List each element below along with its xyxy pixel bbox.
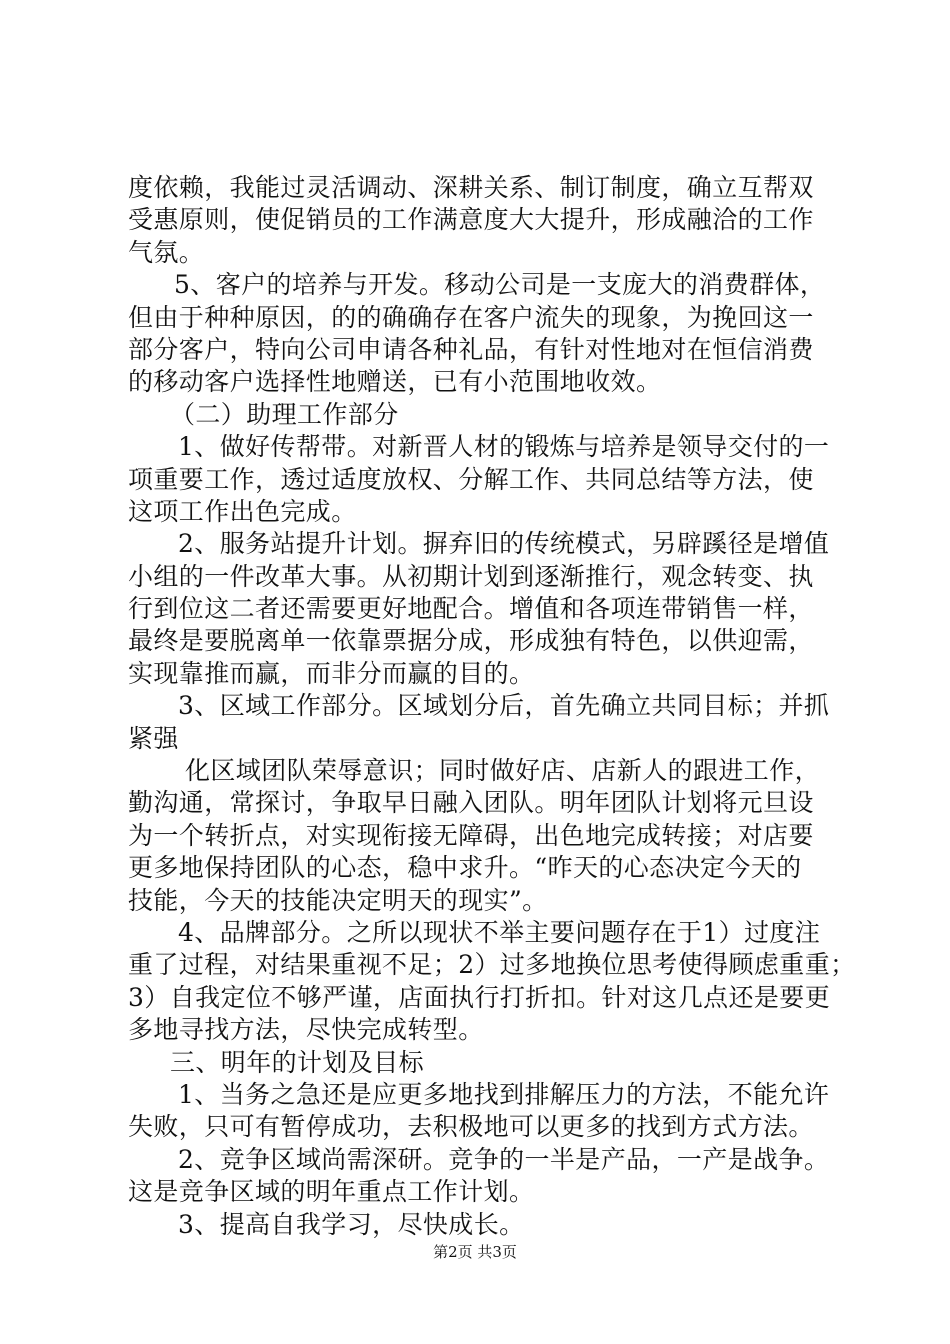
text-line: 4、品牌部分。之所以现状不举主要问题存在于1）过度注	[178, 917, 821, 947]
text-line: 最终是要脱离单一依靠票据分成，形成独有特色，以供迎需，	[128, 626, 814, 656]
text-line: 为一个转折点，对实现衔接无障碍，出色地完成转接；对店要	[128, 820, 814, 850]
text-line: 技能，今天的技能决定明天的现实”。	[128, 885, 548, 915]
text-line: 化区域团队荣辱意识；同时做好店、店新人的跟进工作，	[185, 756, 821, 786]
text-line: 3）自我定位不够严谨，店面执行打折扣。针对这几点还是要更	[128, 982, 831, 1012]
text-line: 1、做好传帮带。对新晋人材的锻炼与培养是领导交付的一	[178, 432, 830, 462]
text-line: 这项工作出色完成。	[128, 496, 357, 526]
text-line: 项重要工作，透过适度放权、分解工作、共同总结等方法，使	[128, 464, 814, 494]
text-line: 行到位这二者还需要更好地配合。增值和各项连带销售一样，	[128, 594, 814, 624]
text-line: 1、当务之急还是应更多地找到排解压力的方法，不能允许	[178, 1079, 830, 1109]
text-line: 2、竞争区域尚需深研。竞争的一半是产品，一产是战争。	[178, 1144, 830, 1174]
text-line: 更多地保持团队的心态，稳中求升。“昨天的心态决定今天的	[128, 853, 802, 883]
page-footer: 第2页 共3页	[433, 1243, 517, 1261]
text-line: 紧强	[128, 723, 179, 753]
text-line: （二）助理工作部分	[170, 399, 399, 429]
text-line: 重了过程，对结果重视不足；2）过多地换位思考使得顾虑重重；	[128, 950, 856, 980]
text-line: 的移动客户选择性地赠送，已有小范围地收效。	[128, 367, 662, 397]
text-line: 但由于种种原因，的的确确存在客户流失的现象，为挽回这一	[128, 302, 814, 332]
text-line: 受惠原则，使促销员的工作满意度大大提升，形成融洽的工作	[128, 205, 814, 235]
text-line: 小组的一件改革大事。从初期计划到逐渐推行，观念转变、执	[128, 561, 814, 591]
document-body	[128, 172, 856, 1241]
text-line: 部分客户，特向公司申请各种礼品，有针对性地对在恒信消费	[128, 334, 814, 364]
text-line: 3、提高自我学习，尽快成长。	[178, 1209, 525, 1239]
text-line: 5、客户的培养与开发。移动公司是一支庞大的消费群体，	[174, 270, 826, 300]
text-line: 这是竞争区域的明年重点工作计划。	[128, 1177, 535, 1207]
text-line: 气氛。	[128, 237, 205, 267]
text-line: 失败，只可有暂停成功，去积极地可以更多的找到方式方法。	[128, 1112, 814, 1142]
text-line: 2、服务站提升计划。摒弃旧的传统模式，另辟蹊径是增值	[178, 529, 830, 559]
text-line: 实现靠推而赢，而非分而赢的目的。	[128, 658, 535, 688]
text-line: 勤沟通，常探讨，争取早日融入团队。明年团队计划将元旦设	[128, 788, 814, 818]
text-line: 多地寻找方法，尽快完成转型。	[128, 1015, 484, 1045]
text-line: 三、明年的计划及目标	[170, 1047, 425, 1077]
text-line: 3、区域工作部分。区域划分后，首先确立共同目标；并抓	[178, 691, 830, 721]
text-line: 度依赖，我能过灵活调动、深耕关系、制订制度，确立互帮双	[128, 173, 814, 202]
